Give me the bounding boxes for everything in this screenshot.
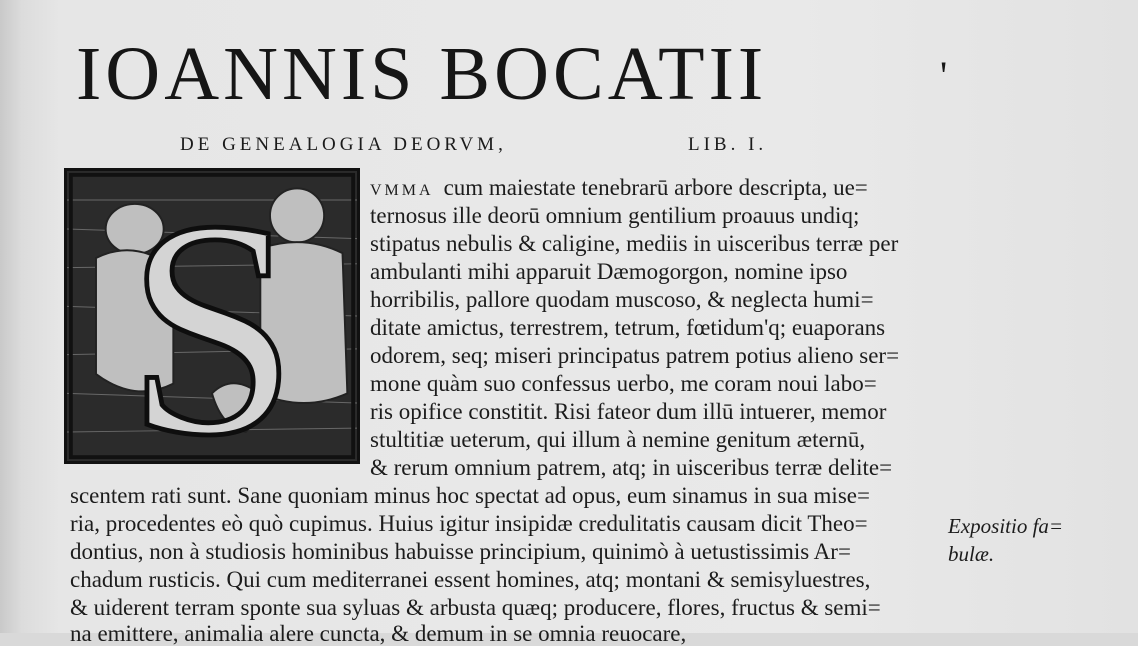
decorated-initial xyxy=(64,156,360,500)
body-line-7: odorem, seq; miseri principatus patrem potius alieno ser= xyxy=(370,343,900,368)
body-line-11: & rerum omnium patrem, atq; in uisceribus terræ delite= xyxy=(370,455,893,480)
body-line-16: & uiderent terram sponte sua syluas & arbusta quæq; producere, flores, fructus & semi= xyxy=(70,595,881,620)
show-through-bleed xyxy=(978,62,1138,322)
subtitle-text: DE GENEALOGIA DEORVM, xyxy=(180,134,507,155)
body-line-9: ris opifice constitit. Risi fateor dum illū intuerer, memor xyxy=(370,399,887,424)
body-line-8: mone quàm suo confessus uerbo, me coram noui labo= xyxy=(370,371,877,396)
body-line-4: ambulanti mihi apparuit Dæmogorgon, nomine ipso xyxy=(370,259,848,284)
first-word: VMMA xyxy=(370,182,434,199)
title-mark: ' xyxy=(940,53,948,98)
running-subtitle xyxy=(180,134,768,156)
book-number: LIB. I. xyxy=(688,134,768,155)
body-line-17: na emittere, animalia alere cuncta, & demum in se omnia reuocare, xyxy=(70,621,687,646)
body-line-text: cum maiestate tenebrarū arbore descripta, ue= xyxy=(443,175,868,200)
body-line-1 xyxy=(370,176,868,199)
body-line-10: stultitiæ ueterum, qui illum à nemine genitum æternū, xyxy=(370,427,866,452)
margin-note-line-2: bulæ. xyxy=(948,542,995,566)
body-line-6: ditate amictus, terrestrem, tetrum, fœtidum'q; euaporans xyxy=(370,315,886,340)
body-line-2: ternosus ille deorū omnium gentilium proauus undiq; xyxy=(370,203,860,228)
woodcut-illustration xyxy=(67,156,357,500)
body-line-12: scentem rati sunt. Sane quoniam minus hoc spectat ad opus, eum sinamus in sua mise= xyxy=(70,483,870,508)
body-line-3: stipatus nebulis & caligine, mediis in uisceribus terræ per xyxy=(370,231,899,256)
body-line-13: ria, procedentes eò quò cupimus. Huius igitur insipidæ credulitatis causam dicit Theo= xyxy=(70,511,868,536)
body-line-15: chadum rusticis. Qui cum mediterranei essent homines, atq; montani & semisyluestres, xyxy=(70,567,871,592)
margin-note-line-1: Expositio fa= xyxy=(948,514,1064,538)
page-title: IOANNIS BOCATII xyxy=(76,32,768,116)
body-line-5: horribilis, pallore quodam muscoso, & neglecta humi= xyxy=(370,287,874,312)
initial-letter: S xyxy=(125,156,299,500)
body-line-14: dontius, non à studiosis hominibus habuisse principium, quinimò à uetustissimis Ar= xyxy=(70,539,851,564)
